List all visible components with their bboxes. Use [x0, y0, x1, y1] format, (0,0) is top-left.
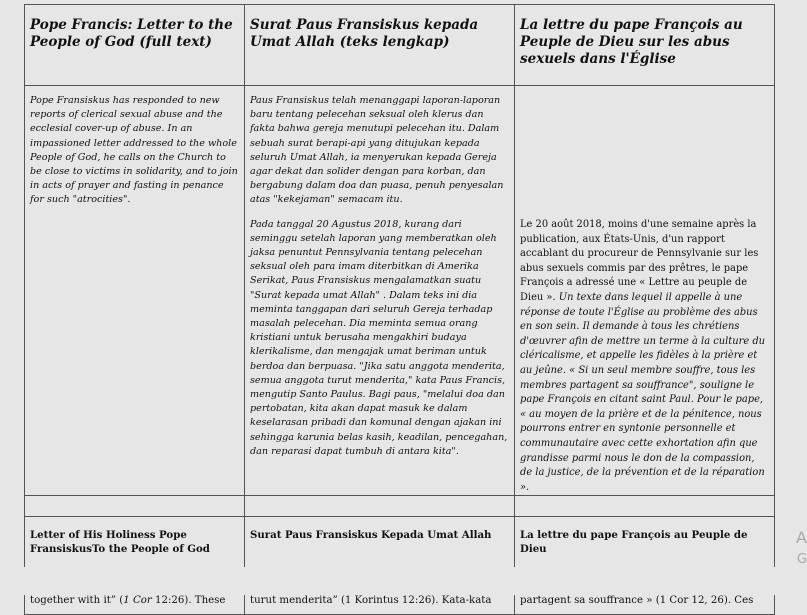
body-cell-fr — [515, 86, 775, 496]
header-cell-en — [25, 5, 245, 86]
quote-en-ref: 1 Cor — [123, 595, 152, 607]
quote-fr: partagent sa souffrance » (1 Cor 12, 26). Ces — [520, 595, 754, 607]
body-paragraph-id-1: Paus Fransiskus telah menanggapi laporan-laporan baru tentang pelecehan seksual oleh klerus dan fakta bahwa gereja menutupi pelecehan itu. Dalam sebuah surat berapi-api yang ditujukan kepada seluruh Umat Allah, ia menyerukan kepada Gereja agar dekat dan solider dengan para korban, dan bergabung dalam doa dan puasa, penuh penyesalan atas "kekejaman" semacam itu. — [250, 95, 504, 206]
spacer-row — [25, 496, 775, 517]
body-cell-id — [245, 86, 515, 496]
subheader-row — [25, 517, 775, 572]
subheader-en: Letter of His Holiness Pope FransiskusTo the People of God — [30, 529, 210, 556]
quote-id: turut menderita” (1 Korintus 12:26). Kata-kata — [250, 595, 492, 607]
header-title-en: Pope Francis: Letter to the People of God (full text) — [30, 17, 233, 50]
header-cell-id — [245, 5, 515, 86]
subheader-fr: La lettre du pape François au Peuple de Dieu — [520, 529, 748, 556]
translation-table — [24, 4, 775, 615]
header-title-id: Surat Paus Fransiskus kepada Umat Allah (teks lengkap) — [250, 17, 479, 50]
subheader-cell-en — [25, 517, 245, 572]
body-text-fr-italic: Un texte dans lequel il appelle à une réponse de toute l'Église au problème des abus en son sein. Il demande à tous les chrétiens d'œuvrer afin de mettre un terme à la culture du cléricalisme, et appelle les fidèles à la prière et au jeûne. « Si un seul membre souffre, tous les membres partagent sa souffrance", souligne le pape François en citant saint Paul. Pour le pape, « au moyen de la prière et de la pénitence, nous pourrons entrer en syntonie personnelle et communautaire avec cette exhortation afin que grandisse parmi nous le don de la compassion, de la justice, de la prévention et de la réparation ». — [520, 291, 765, 493]
body-paragraph-id-2: Pada tanggal 20 Agustus 2018, kurang dari seminggu setelah laporan yang memberatkan oleh jaksa penuntut Pennsylvania tentang pelecehan seksual oleh para imam diterbitkan di Amerika Serikat, Paus Fransiskus mengalamatkan suatu "Surat kepada umat Allah" . Dalam teks ini dia meminta tanggapan dari seluruh Gereja terhadap masalah pelecehan. Dia meminta semua orang kristiani untuk berusaha mengakhiri budaya klerikalisme, dan mengajak umat beriman untuk berdoa dan berpuasa. "Jika satu anggota menderita, semua anggota turut menderita," kata Paus Francis, mengutip Santo Paulus. Bagi paus, "melalui doa dan pertobatan, kita akan dapat masuk ke dalam keselarasan pribadi dan komunal dengan ajakan ini sehingga karunia belas kasih, keadilan, pencegahan, dan reparasi dapat tumbuh di antara kita". — [250, 218, 508, 457]
quote-en-end: 12:26). These — [151, 595, 226, 607]
body-cell-en — [25, 86, 245, 496]
header-title-fr: La lettre du pape François au Peuple de Dieu sur les abus sexuels dans l'Église — [520, 17, 743, 67]
subheader-id: Surat Paus Fransiskus Kepada Umat Allah — [250, 529, 492, 542]
header-row — [25, 5, 775, 86]
body-text-en: Pope Fransiskus has responded to new reports of clerical sexual abuse and the ecclesial cover-up of abuse. In an impassioned letter addressed to the whole People of God, he calls on the Church to be close to victims in solidarity, and to join in acts of prayer and fasting in penance for such "atrocities". — [30, 95, 238, 206]
header-cell-fr — [515, 5, 775, 86]
body-row — [25, 86, 775, 496]
edge-letter-g: G — [796, 552, 807, 567]
edge-letter-a: A — [796, 528, 807, 547]
page-bottom-edge — [0, 567, 807, 595]
quote-en-start: together with it” ( — [30, 595, 124, 607]
subheader-cell-id — [245, 517, 515, 572]
body-paragraph-fr — [520, 218, 769, 495]
subheader-cell-fr — [515, 517, 775, 572]
body-text-fr-upright: Le 20 août 2018, moins d'une semaine après la publication, aux États-Unis, d'un rapport accablant du procureur de Pennsylvanie sur les abus sexuels commis par des prêtres, le pape François a adressé une « Lettre au peuple de Dieu ». — [520, 219, 759, 303]
